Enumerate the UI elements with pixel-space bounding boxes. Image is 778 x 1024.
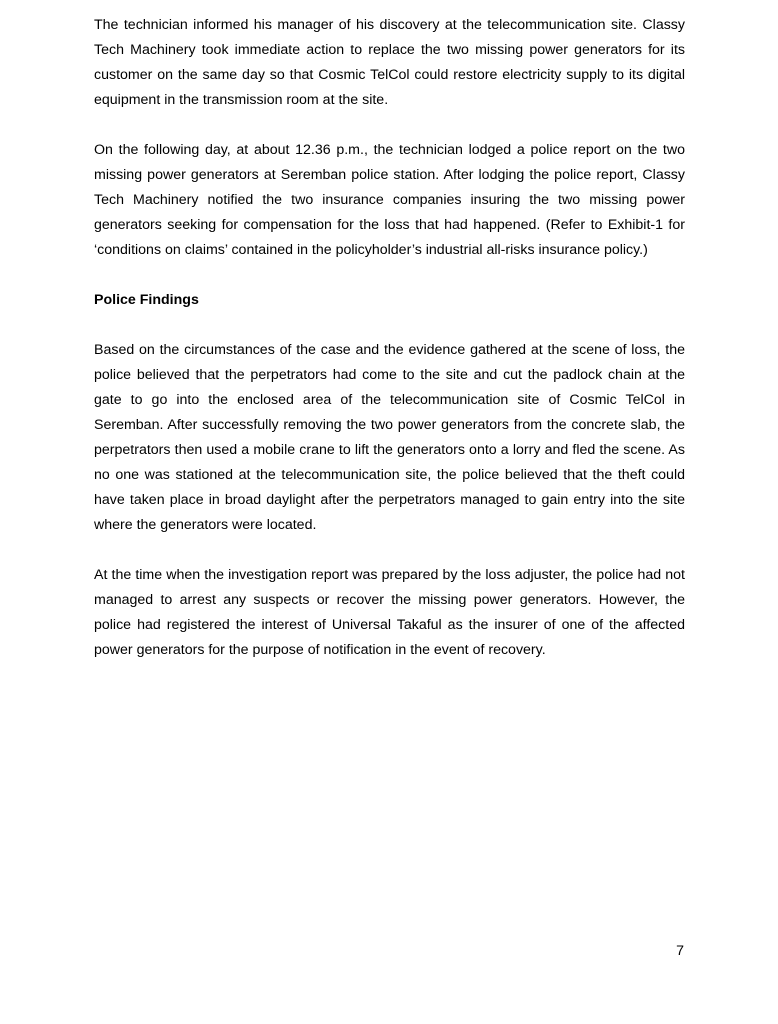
paragraph-spacer: [94, 263, 685, 288]
paragraph-police-findings: Based on the circumstances of the case and the evidence gathered at the scene of loss, the police believed that the perpetrators had come to the site and cut the padlock chain at the gate to go into the enclosed area of the telecommunication site of Cosmic TelCol in Seremban. After successfully removing the two power generators from the concrete slab, the perpetrators then used a mobile crane to lift the generators onto a lorry and fled the scene. As no one was stationed at the telecommunication site, the police believed that the theft could have taken place in broad daylight after the perpetrators managed to gain entry into the site where the generators were located.: [94, 342, 685, 533]
paragraph-spacer: [94, 313, 685, 338]
section-heading-police-findings: Police Findings: [94, 292, 199, 308]
page-number: 7: [676, 943, 684, 959]
paragraph-police-report: On the following day, at about 12.36 p.m., the technician lodged a police report on the two missing power generators at Seremban police station. After lodging the police report, Classy Tech Machinery notified the two insurance companies insuring the two missing power generators seeking for compensation for the loss that had happened. (Refer to Exhibit-1 for ‘conditions on claims’ contained in the policyholder’s industrial all-risks insurance policy.): [94, 142, 685, 258]
paragraph-technician-report: The technician informed his manager of his discovery at the telecommunication site. Classy Tech Machinery took immediate action to replace the two missing power generators for its customer on the same day so that Cosmic TelCol could restore electricity supply to its digital equipment in the transmission room at the site.: [94, 17, 685, 108]
document-body: [94, 13, 685, 663]
paragraph-spacer: [94, 538, 685, 563]
paragraph-spacer: [94, 113, 685, 138]
paragraph-investigation-status: At the time when the investigation report was prepared by the loss adjuster, the police had not managed to arrest any suspects or recover the missing power generators. However, the police had registered the interest of Universal Takaful as the insurer of one of the affected power generators for the purpose of notification in the event of recovery.: [94, 567, 685, 658]
